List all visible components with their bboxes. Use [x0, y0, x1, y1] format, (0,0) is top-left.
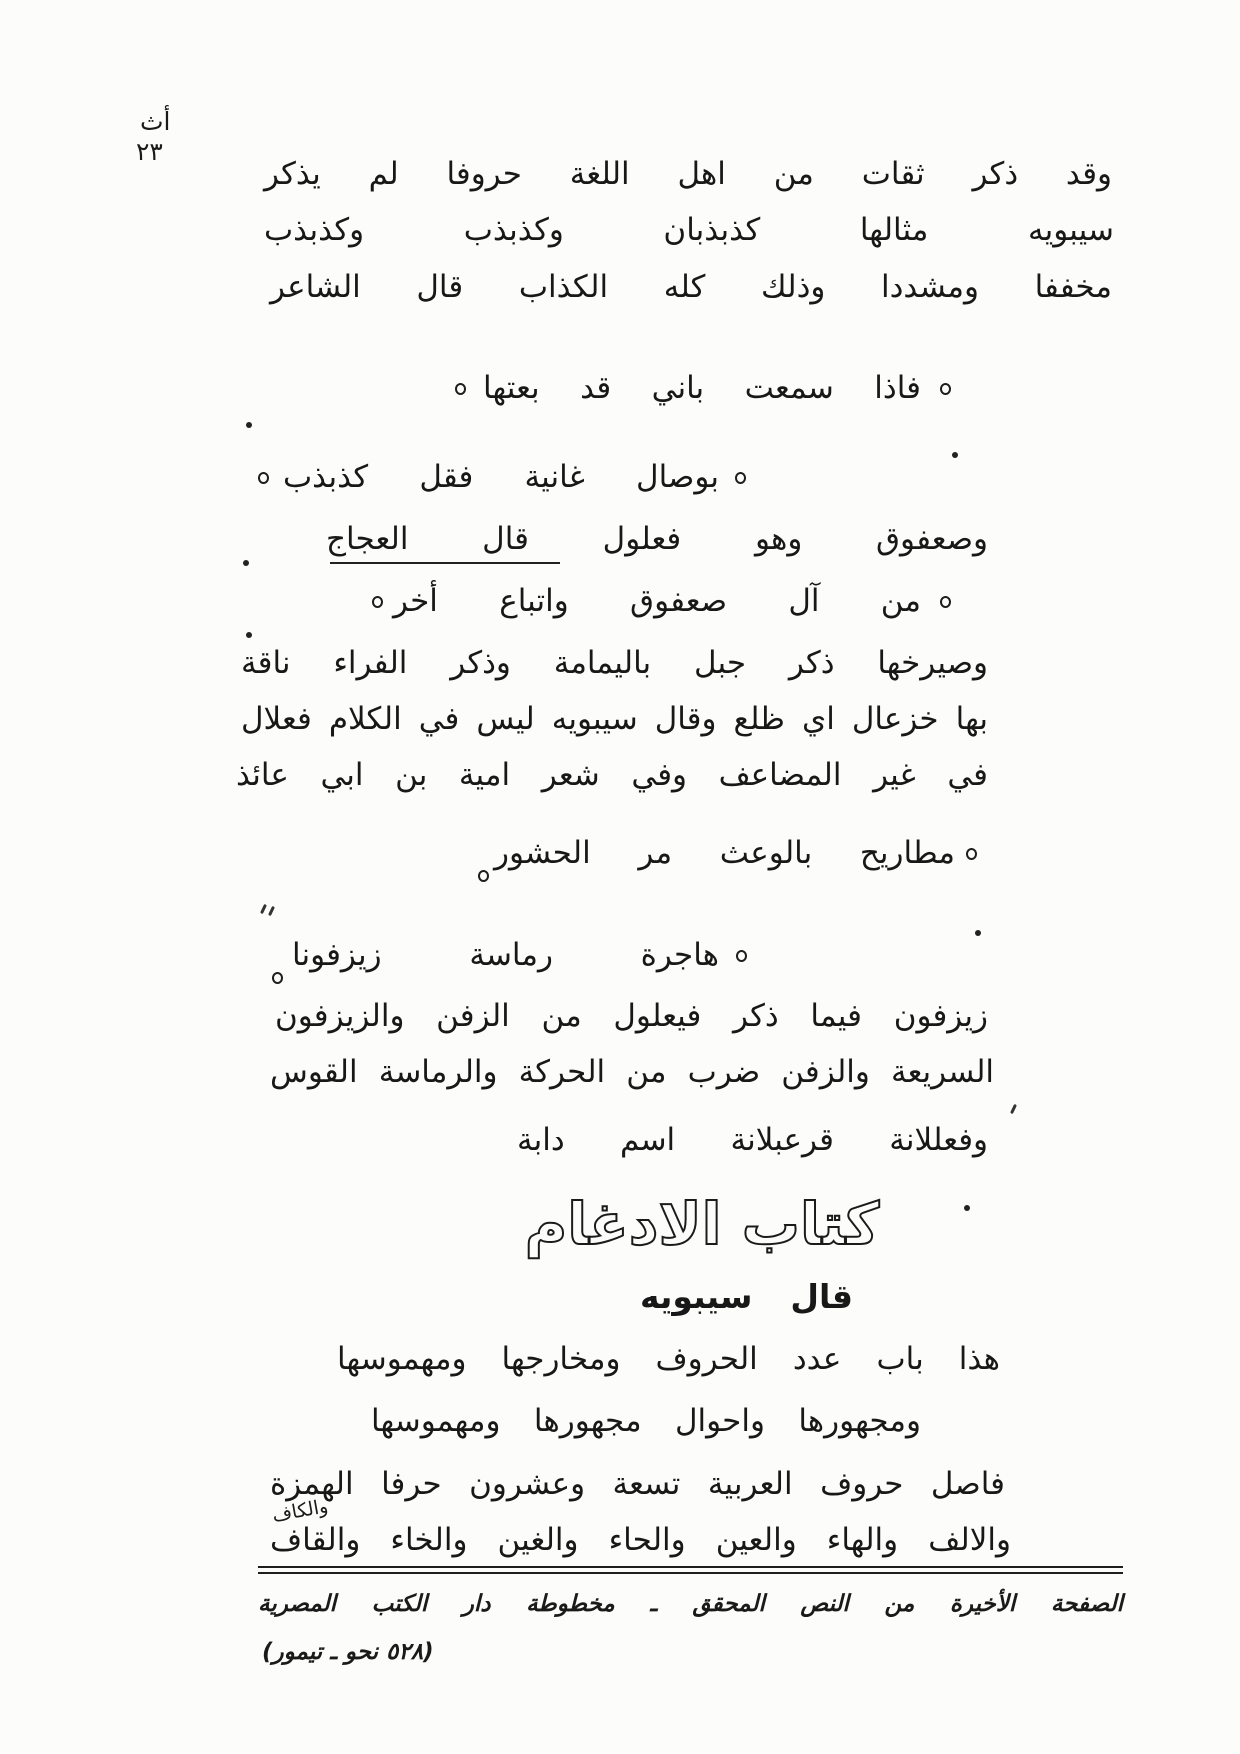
- ink-speck: [243, 560, 249, 566]
- text-line-10: [517, 1116, 988, 1164]
- footer-rule-top: [258, 1566, 1123, 1568]
- underline-mark: [330, 562, 560, 564]
- ink-speck: [246, 632, 252, 638]
- ink-speck: [964, 1205, 970, 1211]
- folio-mark: أث: [140, 107, 171, 136]
- section-line-1-text: هذا باب عدد الحروف ومخارجها ومهموسها: [337, 1341, 1000, 1377]
- text-line-8-text: زيزفون فيما ذكر فيعلول من الزفن والزيزفون: [275, 998, 988, 1034]
- text-line-9: [270, 1048, 994, 1096]
- text-line-9-text: السريعة والزفن ضرب من الحركة والرماسة القوس: [270, 1054, 994, 1090]
- section-subheading: [640, 1273, 853, 1321]
- ink-speck: [260, 904, 267, 914]
- section-line-1: [337, 1335, 1000, 1383]
- footer-caption-line-2-text: (٥٢٨ نحو ـ تيمور): [262, 1639, 434, 1665]
- ink-speck: [975, 930, 981, 936]
- text-line-3-text: مخففا ومشددا وذلك كله الكذاب قال الشاعر: [270, 269, 1112, 305]
- footer-caption-line-1: [258, 1586, 1123, 1622]
- footer-caption-line-2: [262, 1634, 562, 1670]
- ink-speck: [1010, 1104, 1017, 1114]
- section-heading: [517, 1186, 887, 1262]
- verse-line-4: [494, 829, 955, 877]
- verse-line-3-text: من آل صعفوق واتباع أخر: [393, 583, 921, 619]
- verse-line-5: [292, 931, 719, 979]
- verse-separator-mark: [736, 950, 747, 962]
- section-line-2: [371, 1397, 921, 1445]
- section-line-2-text: ومجهورها واحوال مجهورها ومهموسها: [371, 1403, 921, 1439]
- text-line-3: [270, 263, 1112, 311]
- margin-insert: والكاف: [270, 1495, 330, 1527]
- text-line-7: [236, 751, 988, 799]
- text-line-10-text: وفعللانة قرعبلانة اسم دابة: [517, 1122, 988, 1158]
- text-line-8: [275, 992, 988, 1040]
- ink-speck: [268, 906, 275, 916]
- section-line-3-text: فاصل حروف العربية تسعة وعشرون حرفا الهمزة: [270, 1466, 1005, 1502]
- verse-line-1: [483, 364, 921, 412]
- verse-separator-mark: [940, 383, 951, 395]
- verse-separator-mark: [735, 472, 746, 484]
- verse-line-2-text: بوصال غانية فقل كذبذب: [283, 459, 719, 495]
- text-line-1-text: وقد ذكر ثقات من اهل اللغة حروفا لم يذكر: [264, 156, 1112, 192]
- folio-number: ٢٣: [136, 137, 163, 166]
- text-line-2: [264, 206, 1114, 254]
- verse-line-2: [283, 453, 719, 501]
- section-subheading-text: قال سيبويه: [640, 1277, 853, 1316]
- footer-rule-bottom: [258, 1572, 1123, 1574]
- verse-separator-mark: [940, 596, 951, 608]
- verse-separator-mark: [966, 848, 977, 860]
- section-line-4: [270, 1516, 1011, 1564]
- text-line-4: [326, 515, 988, 563]
- text-line-4-text: وصعفوق وهو فعلول قال العجاج: [326, 521, 988, 557]
- ink-speck: [246, 422, 252, 428]
- verse-separator-mark: [272, 972, 283, 984]
- footer-caption-line-1-text: الصفحة الأخيرة من النص المحقق ـ مخطوطة دار الكتب المصرية: [258, 1591, 1123, 1617]
- section-heading-text: كتاب الادغام: [524, 1190, 880, 1258]
- text-line-2-text: سيبويه مثالها كذبذبان وكذبذب وكذبذب: [264, 212, 1114, 248]
- verse-separator-mark: [372, 596, 383, 608]
- verse-line-3: [393, 577, 921, 625]
- text-line-5: [241, 639, 988, 687]
- verse-line-4-text: مطاريح بالوعث مر الحشور: [494, 835, 955, 871]
- verse-line-5-text: هاجرة رماسة زيزفونا: [292, 937, 719, 973]
- ink-speck: [952, 452, 958, 458]
- text-line-6-text: بها خزعال اي ظلع وقال سيبويه ليس في الكلام فعلال: [241, 701, 988, 737]
- text-line-7-text: في غير المضاعف وفي شعر امية بن ابي عائذ: [236, 757, 988, 793]
- verse-separator-mark: [478, 870, 489, 882]
- section-line-3: [270, 1460, 1005, 1508]
- text-line-1: [264, 150, 1112, 198]
- verse-separator-mark: [258, 472, 269, 484]
- section-line-4-text: والالف والهاء والعين والحاء والغين والخاء والقاف: [270, 1522, 1011, 1558]
- verse-line-1-text: فاذا سمعت باني قد بعتها: [483, 370, 921, 406]
- verse-separator-mark: [455, 383, 466, 395]
- text-line-5-text: وصيرخها ذكر جبل باليمامة وذكر الفراء ناقة: [241, 645, 988, 681]
- text-line-6: [241, 695, 988, 743]
